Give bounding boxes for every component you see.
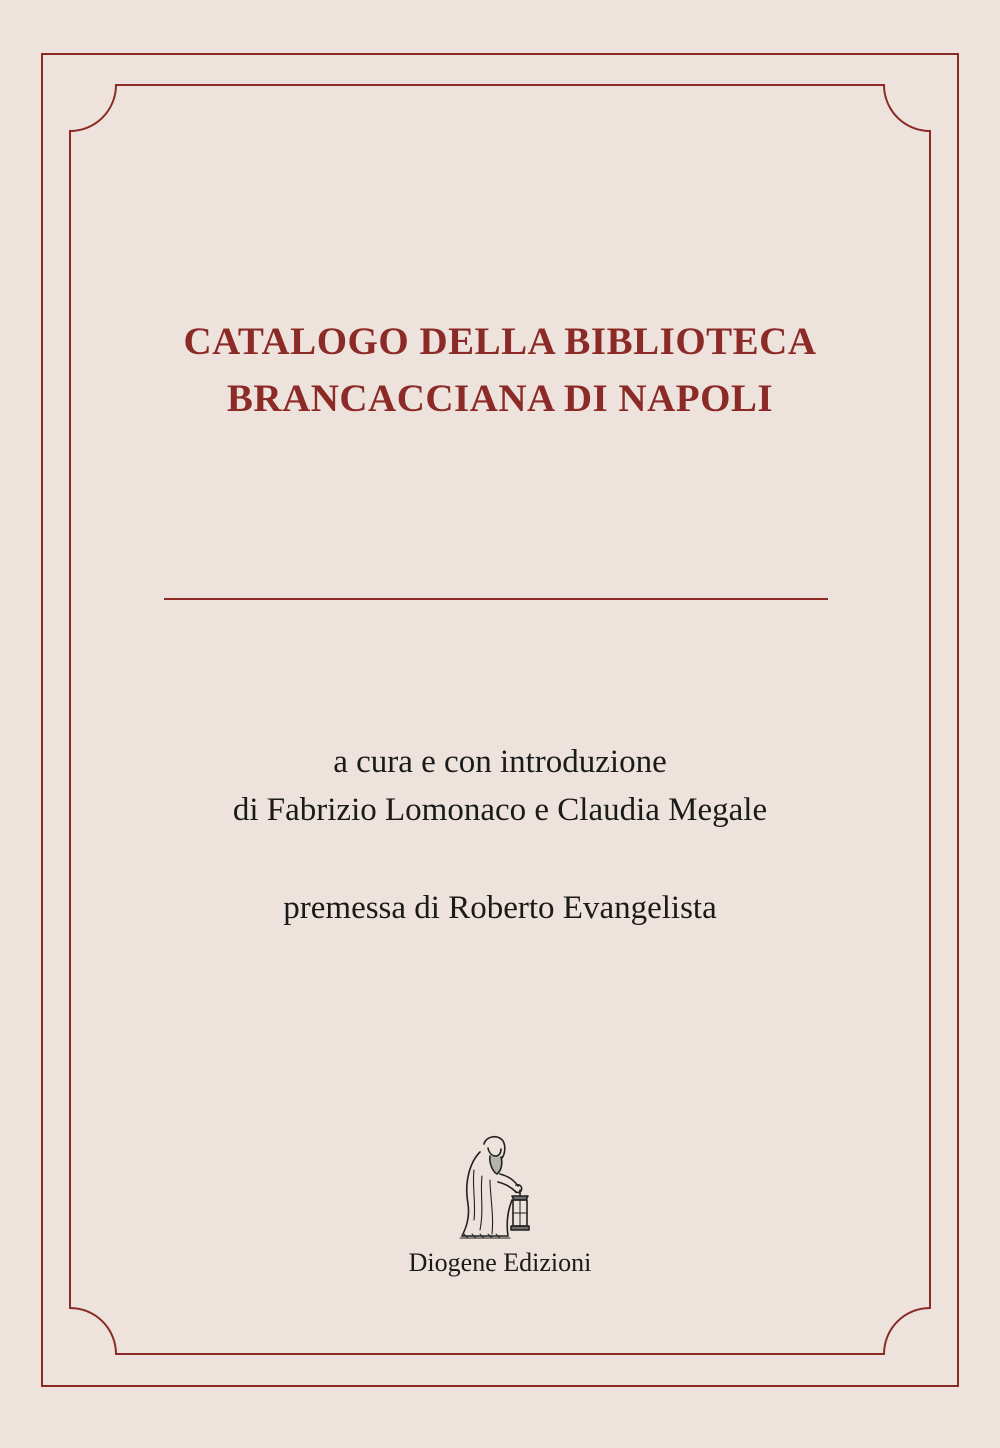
editors-line-1: a cura e con introduzione <box>333 744 667 780</box>
book-title-line-1: CATALOGO DELLA BIBLIOTECA <box>183 320 817 363</box>
publisher-name: Diogene Edizioni <box>408 1248 592 1277</box>
editors-line-2: di Fabrizio Lomonaco e Claudia Megale <box>232 792 768 828</box>
title-divider <box>164 598 828 600</box>
book-title-line-2: BRANCACCIANA DI NAPOLI <box>226 377 774 420</box>
diogenes-with-lantern-icon <box>450 1130 550 1244</box>
preface-credit: premessa di Roberto Evangelista <box>283 890 717 926</box>
